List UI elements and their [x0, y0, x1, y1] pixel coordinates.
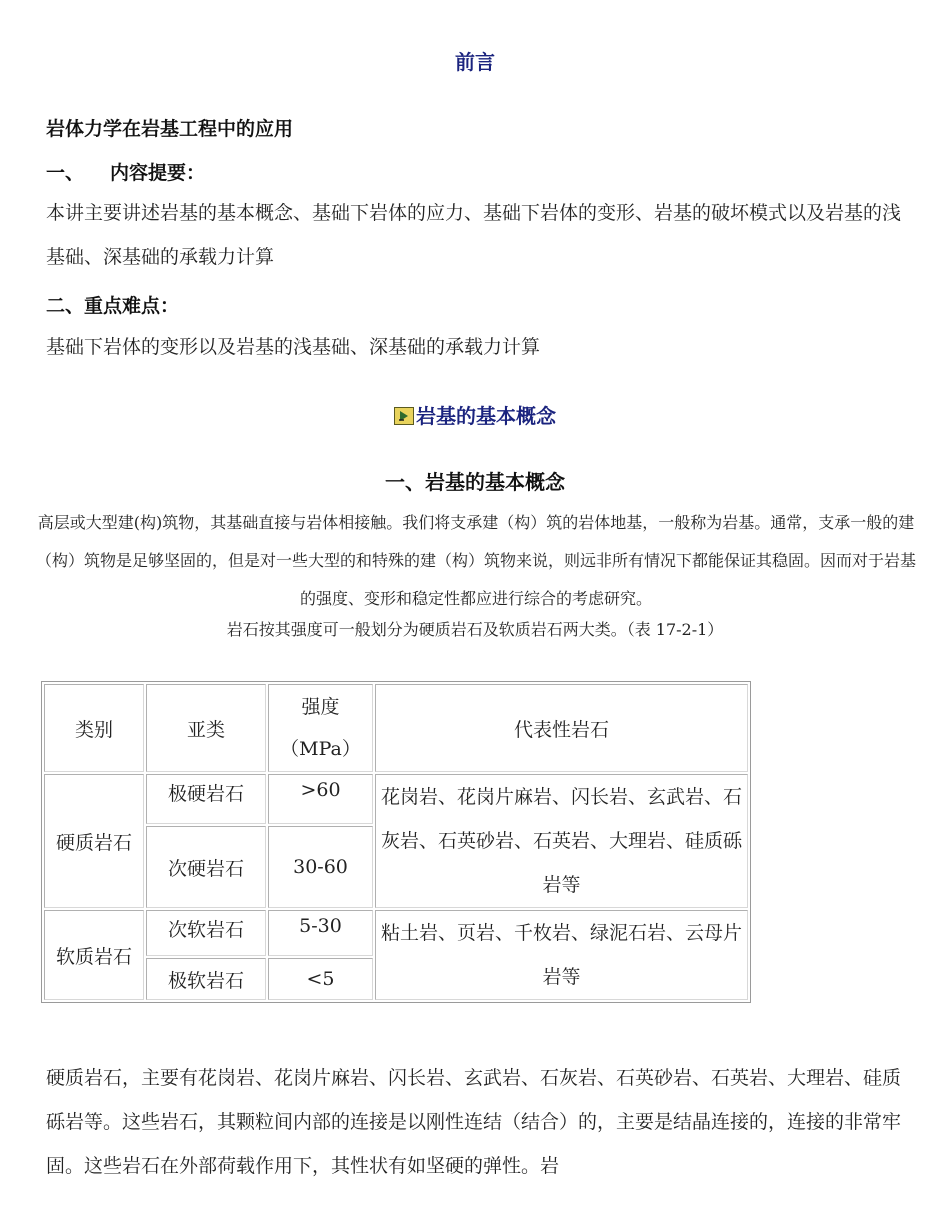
- link-heading-text: 岩基的基本概念: [416, 404, 556, 428]
- page-title: 前言: [455, 50, 495, 74]
- subcategory-cell: 次硬岩石: [146, 826, 266, 908]
- header-strength-line1: 强度: [301, 696, 340, 718]
- header-subcategory: 亚类: [146, 684, 266, 772]
- heading-basic-concepts: 一、岩基的基本概念: [385, 470, 565, 494]
- strength-cell: >60: [268, 774, 373, 824]
- subcategory-cell: 极软岩石: [146, 958, 266, 1000]
- content-summary-text: 本讲主要讲述岩基的基本概念、基础下岩体的应力、基础下岩体的变形、岩基的破坏模式以及岩基的浅基础、深基础的承载力计算: [46, 202, 902, 268]
- strength-cell: 5-30: [268, 910, 373, 956]
- rock-classification-table: [41, 681, 751, 1003]
- section-key-points: 二、重点难点：: [46, 295, 180, 317]
- header-strength: [268, 684, 373, 772]
- key-points-text: 基础下岩体的变形以及岩基的浅基础、深基础的承载力计算: [46, 336, 541, 358]
- category-cell: 软质岩石: [44, 910, 144, 1000]
- rock-foundation-concept-link[interactable]: [0, 400, 950, 429]
- subcategory-cell: 次软岩石: [146, 910, 266, 956]
- representative-cell: 粘土岩、页岩、千枚岩、绿泥石岩、云母片岩等: [375, 910, 748, 1000]
- strength-cell: <5: [268, 958, 373, 1000]
- header-strength-unit: （MPa）: [280, 738, 361, 760]
- category-cell: 硬质岩石: [44, 774, 144, 908]
- strength-cell: 30-60: [268, 826, 373, 908]
- subcategory-cell: 极硬岩石: [146, 774, 266, 824]
- header-category: 类别: [44, 684, 144, 772]
- hard-rock-paragraph: 硬质岩石，主要有花岗岩、花岗片麻岩、闪长岩、玄武岩、石灰岩、石英砂岩、石英岩、大理岩、硅质砾岩等。这些岩石，其颗粒间内部的连接是以刚性连结（结合）的，主要是结晶连接的，连接的非常牢固。这些岩石在外部荷载作用下，其性状有如坚硬的弹性。岩: [46, 1067, 902, 1177]
- intro-paragraph: 高层或大型建(构)筑物，其基础直接与岩体相接触。我们将支承建（构）筑的岩体地基，一般称为岩基。通常，支承一般的建（构）筑物是足够坚固的，但是对一些大型的和特殊的建（构）筑物来说，则远非所有情况下都能保证其稳固。因而对于岩基的强度、变形和稳定性都应进行综合的考虑研究。: [36, 513, 917, 608]
- representative-cell: 花岗岩、花岗片麻岩、闪长岩、玄武岩、石灰岩、石英砂岩、石英岩、大理岩、硅质砾岩等: [375, 774, 748, 908]
- table-header-row: [44, 684, 748, 772]
- document-link-icon: [394, 407, 414, 425]
- lecture-subtitle: 岩体力学在岩基工程中的应用: [46, 118, 294, 140]
- section-label: 内容提要：: [110, 162, 206, 184]
- section-content-summary: [46, 158, 205, 185]
- section-number: 一、: [46, 162, 85, 184]
- classification-note: 岩石按其强度可一般划分为硬质岩石及软质岩石两大类。（表 17-2-1）: [226, 620, 724, 639]
- header-representative: 代表性岩石: [375, 684, 748, 772]
- table-row: [44, 774, 748, 824]
- table-row: [44, 910, 748, 956]
